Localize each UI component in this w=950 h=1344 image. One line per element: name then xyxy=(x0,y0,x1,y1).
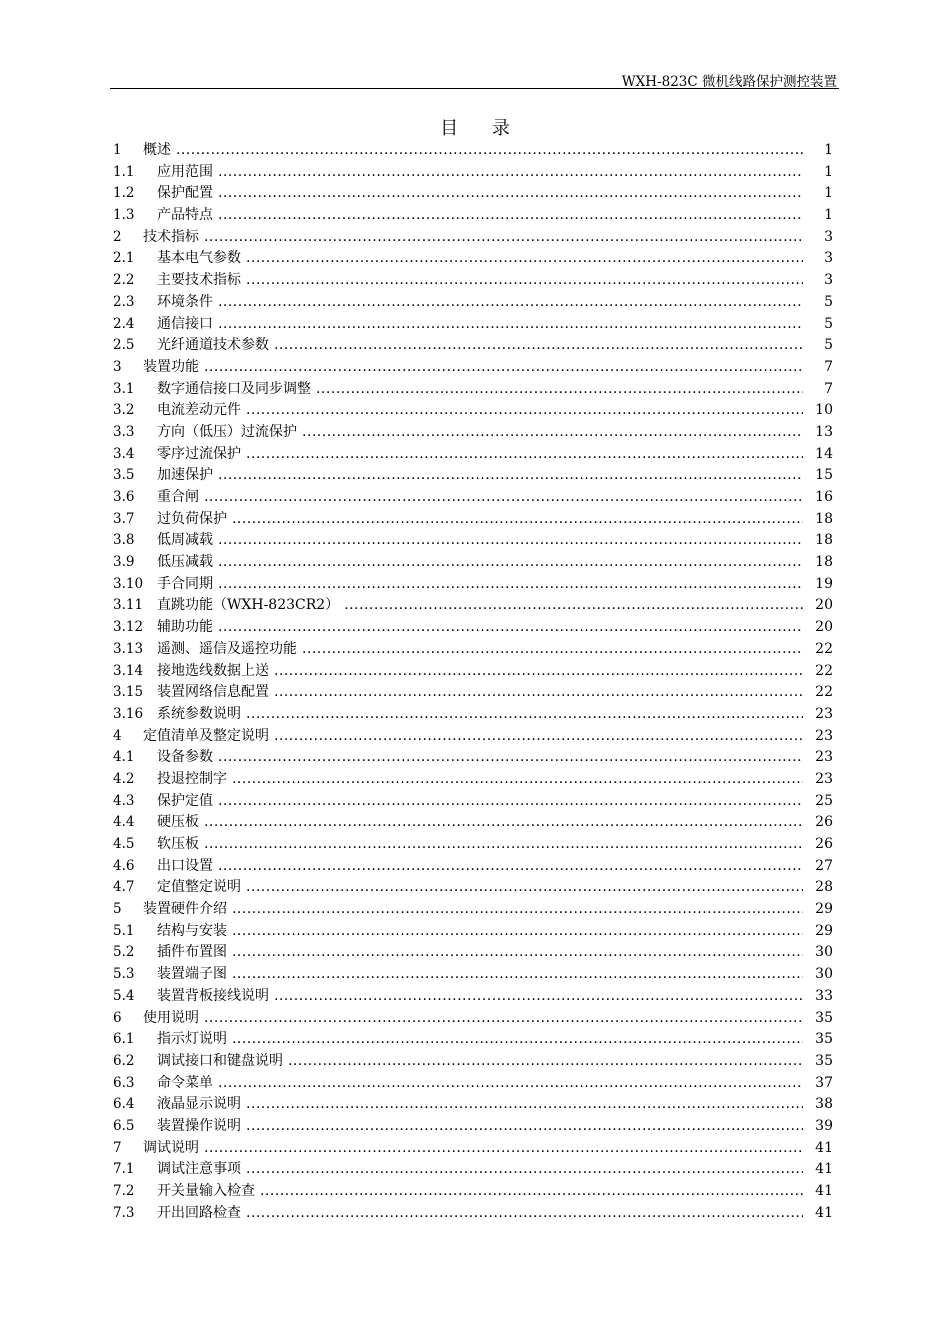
toc-entry-page: 22 xyxy=(815,640,833,657)
toc-entry[interactable] xyxy=(113,270,833,292)
toc-entry-page: 28 xyxy=(815,879,833,896)
toc-entry-number: 6 xyxy=(113,1009,122,1026)
toc-entry-page: 18 xyxy=(815,510,833,527)
toc-entry[interactable] xyxy=(113,1051,833,1073)
toc-entry[interactable] xyxy=(113,248,833,270)
toc-entry-title: 装置功能 ..... xyxy=(143,357,803,379)
toc-entry[interactable] xyxy=(113,661,833,683)
toc-entry-number: 2.2 xyxy=(113,272,135,289)
toc-entry[interactable] xyxy=(113,704,833,726)
toc-entry-page: 26 xyxy=(815,814,833,831)
toc-entry-title: 结构与安装 ..... xyxy=(157,921,803,943)
toc-entry[interactable] xyxy=(113,834,833,856)
toc-entry-title: 保护定值 ..... xyxy=(157,791,803,813)
toc-entry[interactable] xyxy=(113,899,833,921)
toc-entry-page: 30 xyxy=(815,966,833,983)
toc-entry-number: 1.2 xyxy=(113,185,135,202)
toc-entry[interactable] xyxy=(113,292,833,314)
toc-entry-page: 35 xyxy=(815,1052,833,1069)
toc-entry-title: 系统参数说明 ..... xyxy=(157,704,803,726)
toc-entry-title: 通信接口 ..... xyxy=(157,314,803,336)
toc-entry[interactable] xyxy=(113,574,833,596)
toc-entry[interactable] xyxy=(113,617,833,639)
toc-entry-page: 3 xyxy=(824,228,833,245)
toc-entry-title: 插件布置图 ..... xyxy=(157,942,803,964)
toc-entry-page: 13 xyxy=(815,423,833,440)
toc-entry[interactable] xyxy=(113,791,833,813)
toc-entry[interactable] xyxy=(113,140,833,162)
toc-entry-page: 25 xyxy=(815,792,833,809)
toc-entry-page: 35 xyxy=(815,1031,833,1048)
toc-entry-title: 光纤通道技术参数 ..... xyxy=(157,335,803,357)
toc-entry-page: 14 xyxy=(815,445,833,462)
toc-entry[interactable] xyxy=(113,942,833,964)
toc-entry-page: 22 xyxy=(815,684,833,701)
toc-entry[interactable] xyxy=(113,400,833,422)
page-header xyxy=(110,70,839,89)
toc-entry-number: 7.2 xyxy=(113,1183,135,1199)
toc-entry[interactable] xyxy=(113,964,833,986)
toc-entry-page: 41 xyxy=(815,1204,833,1221)
toc-entry-page: 41 xyxy=(815,1183,833,1199)
toc-entry[interactable] xyxy=(113,335,833,357)
toc-entry-number: 5 xyxy=(113,901,122,918)
toc-entry-title: 装置端子图 ..... xyxy=(157,964,803,986)
toc-entry-title: 环境条件 ..... xyxy=(157,292,803,314)
toc-entry[interactable] xyxy=(113,747,833,769)
toc-entry-number: 4.7 xyxy=(113,879,135,896)
toc-entry-page: 23 xyxy=(815,727,833,744)
toc-entry-page: 1 xyxy=(824,142,833,158)
toc-entry-page: 3 xyxy=(824,250,833,267)
toc-entry-number: 7.1 xyxy=(113,1161,135,1178)
toc-entry[interactable] xyxy=(113,769,833,791)
toc-entry-page: 30 xyxy=(815,944,833,961)
toc-entry-number: 2.3 xyxy=(113,293,135,310)
toc-entry-title: 装置网络信息配置 ..... xyxy=(157,682,803,704)
toc-entry[interactable] xyxy=(113,357,833,379)
toc-entry[interactable] xyxy=(113,639,833,661)
toc-entry-title: 调试接口和键盘说明 ..... xyxy=(157,1051,803,1073)
toc-entry[interactable] xyxy=(113,509,833,531)
toc-entry[interactable] xyxy=(113,595,833,617)
toc-entry-page: 23 xyxy=(815,749,833,766)
toc-entry-title: 出口设置 ..... xyxy=(157,856,803,878)
table-of-contents xyxy=(113,140,833,1224)
toc-entry[interactable] xyxy=(113,682,833,704)
toc-entry-page: 26 xyxy=(815,836,833,852)
toc-entry-number: 3.14 xyxy=(113,662,144,679)
toc-entry-number: 3.4 xyxy=(113,445,135,462)
toc-entry[interactable] xyxy=(113,986,833,1008)
toc-entry-title: 装置背板接线说明 ..... xyxy=(157,986,803,1008)
toc-entry[interactable] xyxy=(113,1094,833,1116)
toc-entry[interactable] xyxy=(113,183,833,205)
toc-entry[interactable] xyxy=(113,465,833,487)
toc-entry-number: 3.7 xyxy=(113,510,135,527)
toc-entry[interactable] xyxy=(113,205,833,227)
toc-entry-page: 41 xyxy=(815,1139,833,1156)
toc-entry-page: 3 xyxy=(824,272,833,289)
toc-entry-page: 1 xyxy=(824,163,833,180)
toc-entry[interactable] xyxy=(113,1116,833,1138)
toc-entry-title: 投退控制字 ..... xyxy=(157,769,803,791)
toc-entry-number: 7 xyxy=(113,1139,122,1156)
toc-entry-number: 3.13 xyxy=(113,640,144,657)
toc-entry-page: 5 xyxy=(824,337,833,354)
toc-entry[interactable] xyxy=(113,812,833,834)
toc-entry-title: 加速保护 ..... xyxy=(157,465,803,487)
toc-entry-page: 5 xyxy=(824,293,833,310)
toc-entry-number: 3.10 xyxy=(113,575,144,592)
toc-entry[interactable] xyxy=(113,856,833,878)
toc-entry-page: 1 xyxy=(824,207,833,224)
toc-entry-number: 5.1 xyxy=(113,922,135,939)
toc-entry-title: 指示灯说明 ..... xyxy=(157,1029,803,1051)
toc-entry[interactable] xyxy=(113,530,833,552)
toc-entry-title: 装置硬件介绍 ..... xyxy=(143,899,803,921)
toc-entry-title: 调试注意事项 ..... xyxy=(157,1159,803,1181)
toc-entry-title: 命令菜单 ..... xyxy=(157,1073,803,1095)
toc-entry-page: 27 xyxy=(815,857,833,874)
toc-entry-title: 方向（低压）过流保护 ..... xyxy=(157,422,803,444)
toc-entry-page: 37 xyxy=(815,1074,833,1091)
toc-entry[interactable] xyxy=(113,1008,833,1030)
toc-entry-page: 1 xyxy=(824,185,833,202)
toc-entry-title: 定值清单及整定说明 ..... xyxy=(143,726,803,748)
toc-entry-page: 7 xyxy=(824,358,833,375)
toc-entry-page: 20 xyxy=(815,597,833,614)
toc-entry-number: 1.3 xyxy=(113,207,135,224)
toc-entry-page: 16 xyxy=(815,489,833,505)
toc-entry-number: 3.15 xyxy=(113,684,144,701)
toc-entry-page: 20 xyxy=(815,619,833,636)
toc-entry-page: 23 xyxy=(815,705,833,722)
toc-entry-title: 低周减载 ..... xyxy=(157,530,803,552)
toc-entry-title: 辅助功能 ..... xyxy=(157,617,803,639)
toc-entry-page: 29 xyxy=(815,901,833,918)
toc-entry[interactable] xyxy=(113,314,833,336)
toc-entry-title: 零序过流保护 ..... xyxy=(157,444,803,466)
toc-entry-title: 主要技术指标 ..... xyxy=(157,270,803,292)
toc-entry-title: 应用范围 ..... xyxy=(157,162,803,184)
toc-entry-number: 3.12 xyxy=(113,619,144,636)
toc-entry-number: 4.4 xyxy=(113,814,135,831)
toc-entry-number: 4.6 xyxy=(113,857,135,874)
toc-entry-number: 1 xyxy=(113,142,122,158)
toc-entry-number: 1.1 xyxy=(113,163,135,180)
toc-entry-title: 重合闸 ..... xyxy=(157,487,803,509)
toc-entry-page: 41 xyxy=(815,1161,833,1178)
toc-entry-number: 4.3 xyxy=(113,792,135,809)
toc-entry-title: 接地选线数据上送 ..... xyxy=(157,661,803,683)
toc-entry[interactable] xyxy=(113,1203,833,1225)
toc-entry-page: 39 xyxy=(815,1117,833,1134)
toc-entry[interactable] xyxy=(113,379,833,401)
toc-entry-title: 调试说明 ..... xyxy=(143,1138,803,1160)
toc-entry-page: 18 xyxy=(815,554,833,571)
toc-entry-page: 23 xyxy=(815,770,833,787)
toc-entry-number: 3.2 xyxy=(113,402,135,419)
toc-entry-page: 15 xyxy=(815,467,833,484)
toc-entry[interactable] xyxy=(113,487,833,509)
toc-entry-number: 7.3 xyxy=(113,1204,135,1221)
toc-entry[interactable] xyxy=(113,162,833,184)
toc-entry-page: 33 xyxy=(815,987,833,1004)
toc-entry-page: 5 xyxy=(824,315,833,332)
toc-entry-number: 3.11 xyxy=(113,597,144,614)
toc-entry-page: 35 xyxy=(815,1009,833,1026)
toc-entry-title: 手合同期 ..... xyxy=(157,574,803,596)
toc-entry-number: 3 xyxy=(113,358,122,375)
toc-entry[interactable] xyxy=(113,1073,833,1095)
toc-entry-number: 3.5 xyxy=(113,467,135,484)
toc-entry-number: 2 xyxy=(113,228,122,245)
toc-entry-number: 6.1 xyxy=(113,1031,135,1048)
toc-entry-title: 保护配置 ..... xyxy=(157,183,803,205)
toc-entry-page: 10 xyxy=(815,402,833,419)
toc-entry[interactable] xyxy=(113,444,833,466)
toc-entry-number: 2.5 xyxy=(113,337,135,354)
toc-entry[interactable] xyxy=(113,1138,833,1160)
toc-entry-title: 低压减载 ..... xyxy=(157,552,803,574)
toc-entry[interactable] xyxy=(113,227,833,249)
toc-entry-title: 基本电气参数 ..... xyxy=(157,248,803,270)
toc-entry-title: 定值整定说明 ..... xyxy=(157,877,803,899)
toc-entry[interactable] xyxy=(113,422,833,444)
toc-entry-title: 设备参数 ..... xyxy=(157,747,803,769)
toc-entry-title: 开出回路检查 ..... xyxy=(157,1203,803,1225)
toc-entry-number: 4 xyxy=(113,727,122,744)
toc-entry-title: 过负荷保护 ..... xyxy=(157,509,803,531)
toc-entry-title: 技术指标 ..... xyxy=(143,227,803,249)
toc-entry-number: 2.4 xyxy=(113,315,135,332)
toc-entry-number: 5.2 xyxy=(113,944,135,961)
toc-entry-number: 4.1 xyxy=(113,749,135,766)
toc-entry-number: 6.5 xyxy=(113,1117,135,1134)
toc-entry-number: 3.8 xyxy=(113,532,135,549)
toc-entry[interactable] xyxy=(113,726,833,748)
toc-entry-number: 5.4 xyxy=(113,987,135,1004)
toc-entry-page: 7 xyxy=(824,380,833,397)
toc-entry[interactable] xyxy=(113,552,833,574)
toc-entry-title: 遥测、遥信及遥控功能 ..... xyxy=(157,639,803,661)
toc-entry-title: 数字通信接口及同步调整 ..... xyxy=(157,379,803,401)
toc-entry-page: 38 xyxy=(815,1096,833,1113)
toc-entry-title: 软压板 ..... xyxy=(157,834,803,856)
toc-entry-title: 液晶显示说明 ..... xyxy=(157,1094,803,1116)
toc-entry-number: 3.9 xyxy=(113,554,135,571)
toc-entry-title: 开关量输入检查 ..... xyxy=(157,1181,803,1203)
toc-entry[interactable] xyxy=(113,1029,833,1051)
toc-entry-title: 产品特点 ..... xyxy=(157,205,803,227)
toc-entry-number: 3.1 xyxy=(113,380,135,397)
toc-entry-number: 3.3 xyxy=(113,423,135,440)
toc-entry-title: 硬压板 ..... xyxy=(157,812,803,834)
toc-entry-number: 4.2 xyxy=(113,770,135,787)
toc-entry-title: 概述 ..... xyxy=(143,140,803,162)
toc-entry[interactable] xyxy=(113,877,833,899)
toc-entry[interactable] xyxy=(113,1159,833,1181)
toc-entry-number: 6.4 xyxy=(113,1096,135,1113)
toc-entry-number: 5.3 xyxy=(113,966,135,983)
toc-entry-number: 6.3 xyxy=(113,1074,135,1091)
toc-title: 目 录 xyxy=(440,118,524,139)
toc-entry-title: 装置操作说明 ..... xyxy=(157,1116,803,1138)
toc-entry-page: 18 xyxy=(815,532,833,549)
toc-entry-title: 使用说明 ..... xyxy=(143,1008,803,1030)
header-title: WXH-823C 微机线路保护测控装置 xyxy=(621,74,837,90)
toc-entry-page: 29 xyxy=(815,922,833,939)
toc-entry-number: 2.1 xyxy=(113,250,135,267)
toc-entry-title: 直跳功能（WXH-823CR2） ..... xyxy=(157,595,803,617)
toc-entry-number: 3.16 xyxy=(113,705,144,722)
toc-entry-number: 3.6 xyxy=(113,489,135,505)
toc-entry-title: 电流差动元件 ..... xyxy=(157,400,803,422)
toc-entry-page: 22 xyxy=(815,662,833,679)
toc-entry-page: 19 xyxy=(815,575,833,592)
toc-entry[interactable] xyxy=(113,921,833,943)
toc-entry-number: 6.2 xyxy=(113,1052,135,1069)
toc-entry[interactable] xyxy=(113,1181,833,1203)
toc-entry-number: 4.5 xyxy=(113,836,135,852)
